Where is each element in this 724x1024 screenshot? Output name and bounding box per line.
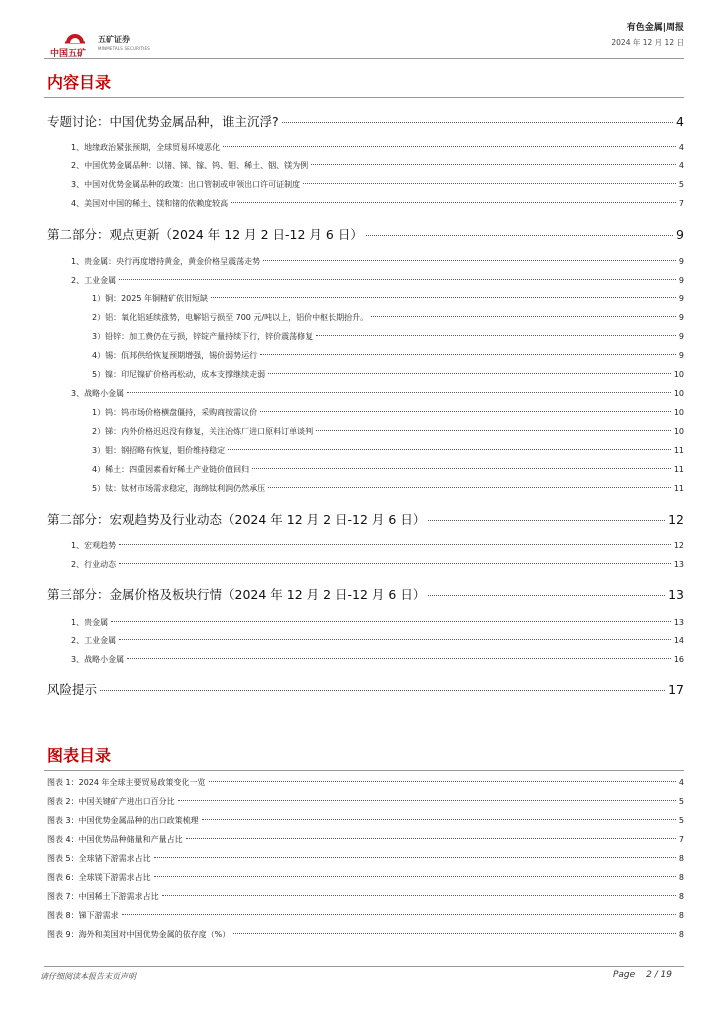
toc-entry-text: 3、中国对优势金属品种的政策：出口管制或申领出口许可证制度 (71, 180, 301, 189)
company-logo (50, 26, 160, 60)
toc-entry-page: 13 (673, 560, 684, 569)
toc-entry-page: 9 (678, 294, 684, 303)
toc-entry-page: 14 (673, 636, 684, 645)
minmetals-emblem-icon (64, 26, 86, 44)
figure-entry[interactable] (47, 796, 684, 807)
figure-entry-text: 图表 9：海外和美国对中国优势金属的依存度（%） (47, 930, 231, 939)
toc-entry-text: 2、工业金属 (71, 276, 117, 285)
toc-entry-page: 9 (678, 257, 684, 266)
toc-entry-text: 3）铅锌：加工费仍在亏损，锌锭产量持续下行，锌价震荡修复 (92, 332, 314, 341)
figure-entry-text: 图表 8：锑下游需求 (47, 911, 119, 920)
toc-entry-page: 13 (673, 618, 684, 627)
toc-entry-text: 2、工业金属 (71, 636, 117, 645)
toc-entry[interactable] (47, 464, 684, 475)
figure-list-divider (44, 770, 684, 771)
figure-entry[interactable] (47, 891, 684, 902)
figure-entry-text: 图表 6：全球镁下游需求占比 (47, 873, 151, 882)
figure-entry[interactable] (47, 815, 684, 826)
toc-title: 内容目录 (47, 73, 112, 92)
figure-entry-page: 8 (678, 892, 684, 901)
figure-entry-page: 4 (678, 778, 684, 787)
toc-entry-page: 9 (678, 351, 684, 360)
toc-entry[interactable] (47, 369, 684, 380)
toc-entry[interactable] (47, 654, 684, 665)
toc-entry[interactable] (47, 680, 684, 698)
figure-entry[interactable] (47, 777, 684, 788)
toc-entry-page: 9 (678, 332, 684, 341)
toc-entry[interactable] (47, 426, 684, 437)
toc-entry[interactable] (47, 617, 684, 628)
figure-entry[interactable] (47, 834, 684, 845)
toc-entry-page: 12 (673, 541, 684, 550)
figure-entry[interactable] (47, 853, 684, 864)
footer-disclaimer: 请仔细阅读本报告末页声明 (40, 972, 136, 981)
report-date: 2024 年 12 月 12 日 (611, 38, 684, 47)
logo-brand-name: 五矿证券 (98, 35, 130, 44)
toc-entry-text: 2、中国优势金属品种：以锗、锑、镓、钨、钼、稀土、铟、镁为例 (71, 161, 309, 170)
toc-entry-page: 10 (673, 408, 684, 417)
figure-entry-page: 8 (678, 911, 684, 920)
figure-entry-page: 5 (678, 797, 684, 806)
figure-entry-page: 8 (678, 873, 684, 882)
figure-list-title: 图表目录 (47, 746, 112, 765)
toc-entry-text: 3）钼：钢招略有恢复，钼价维持稳定 (92, 446, 226, 455)
toc-entry[interactable] (47, 198, 684, 209)
header-divider (44, 58, 684, 59)
page-indicator (613, 970, 672, 980)
page-label: Page (612, 970, 636, 980)
figure-entry-page: 5 (678, 816, 684, 825)
toc-entry-page: 13 (668, 587, 684, 602)
toc-entry[interactable] (47, 256, 684, 267)
toc-entry[interactable] (47, 160, 684, 171)
logo-english-name: MINMETALS SECURITIES (98, 46, 150, 51)
figure-entry[interactable] (47, 910, 684, 921)
toc-entry-text: 2）锑：内外价格迟迟没有修复，关注冶炼厂进口原料订单谈判 (92, 427, 314, 436)
toc-entry-text: 1、宏观趋势 (71, 541, 117, 550)
toc-entry[interactable] (47, 112, 684, 130)
toc-entry-text: 4）稀土：四重因素看好稀土产业链价值回归 (92, 465, 250, 474)
footer-divider (44, 966, 684, 967)
toc-entry[interactable] (47, 331, 684, 342)
toc-entry-page: 11 (673, 465, 684, 474)
toc-entry[interactable] (47, 540, 684, 551)
figure-entry-page: 8 (678, 854, 684, 863)
toc-entry[interactable] (47, 510, 684, 528)
toc-entry-text: 2）铝：氧化铝延续涨势，电解铝亏损至 700 元/吨以上，铝价中枢长期抬升。 (92, 313, 369, 322)
toc-entry[interactable] (47, 445, 684, 456)
toc-entry-page: 9 (678, 276, 684, 285)
toc-entry-text: 5）钛：钛材市场需求稳定，海绵钛利润仍然承压 (92, 484, 266, 493)
toc-entry[interactable] (47, 483, 684, 494)
toc-entry-text: 1、地缘政治紧张预期，全球贸易环境恶化 (71, 143, 221, 152)
figure-entry-text: 图表 7：中国稀土下游需求占比 (47, 892, 159, 901)
toc-entry[interactable] (47, 635, 684, 646)
toc-entry-text: 3、战略小金属 (71, 655, 125, 664)
toc-entry-text: 第三部分：金属价格及板块行情（2024 年 12 月 2 日-12 月 6 日） (47, 587, 426, 602)
toc-entry-page: 9 (676, 227, 684, 242)
toc-entry-text: 1）钨：钨市场价格横盘僵持，采购商按需议价 (92, 408, 258, 417)
toc-entry-page: 11 (673, 446, 684, 455)
toc-entry-text: 第二部分：观点更新（2024 年 12 月 2 日-12 月 6 日） (47, 227, 363, 242)
toc-entry[interactable] (47, 350, 684, 361)
toc-entry-text: 2、行业动态 (71, 560, 117, 569)
toc-entry-text: 4）锡：佤邦供给恢复预期增强，锡价弱势运行 (92, 351, 258, 360)
toc-entry-text: 1、贵金属：央行再度增持黄金，黄金价格呈震荡走势 (71, 257, 261, 266)
toc-entry[interactable] (47, 407, 684, 418)
toc-entry-page: 9 (678, 313, 684, 322)
toc-entry[interactable] (47, 179, 684, 190)
figure-entry-text: 图表 2：中国关键矿产进出口百分比 (47, 797, 175, 806)
toc-entry-page: 10 (673, 389, 684, 398)
figure-entry-page: 7 (678, 835, 684, 844)
toc-title-divider (44, 97, 684, 98)
toc-entry-page: 16 (673, 655, 684, 664)
toc-entry-text: 1、贵金属 (71, 618, 109, 627)
toc-entry[interactable] (47, 225, 684, 243)
toc-entry-text: 5）镍：印尼镍矿价格再松动，成本支撑继续走弱 (92, 370, 266, 379)
toc-entry[interactable] (47, 388, 684, 399)
toc-entry-page: 10 (673, 427, 684, 436)
toc-entry-text: 1）铜：2025 年铜精矿依旧短缺 (92, 294, 208, 303)
toc-entry-text: 风险提示 (47, 682, 98, 697)
figure-entry[interactable] (47, 872, 684, 883)
figure-entry-text: 图表 4：中国优势品种储量和产量占比 (47, 835, 183, 844)
report-type: 有色金属|周报 (626, 23, 684, 33)
logo-china-minmetals: 中国五矿 (50, 49, 87, 59)
toc-entry[interactable] (47, 585, 684, 603)
toc-entry-page: 10 (673, 370, 684, 379)
toc-entry-text: 3、战略小金属 (71, 389, 125, 398)
page-number: 2 / 19 (646, 970, 672, 980)
toc-entry-page: 4 (678, 161, 684, 170)
figure-entry-text: 图表 1：2024 年全球主要贸易政策变化一览 (47, 778, 206, 787)
toc-entry-text: 第二部分：宏观趋势及行业动态（2024 年 12 月 2 日-12 月 6 日） (47, 512, 426, 527)
toc-entry-page: 7 (678, 199, 684, 208)
toc-entry-page: 5 (678, 180, 684, 189)
toc-entry-text: 4、美国对中国的稀土、镁和锗的依赖度较高 (71, 199, 229, 208)
toc-entry-page: 4 (678, 143, 684, 152)
toc-entry[interactable] (47, 142, 684, 153)
figure-entry[interactable] (47, 929, 684, 940)
toc-entry-text: 专题讨论：中国优势金属品种，谁主沉浮? (47, 114, 279, 129)
toc-entry-page: 4 (676, 114, 684, 129)
toc-entry[interactable] (47, 312, 684, 323)
toc-entry[interactable] (47, 559, 684, 570)
figure-entry-text: 图表 3：中国优势金属品种的出口政策梳理 (47, 816, 199, 825)
figure-entry-page: 8 (678, 930, 684, 939)
toc-entry-page: 11 (673, 484, 684, 493)
toc-entry-page: 17 (668, 682, 684, 697)
toc-entry-page: 12 (668, 512, 684, 527)
toc-entry[interactable] (47, 293, 684, 304)
toc-entry[interactable] (47, 275, 684, 286)
figure-entry-text: 图表 5：全球锗下游需求占比 (47, 854, 151, 863)
